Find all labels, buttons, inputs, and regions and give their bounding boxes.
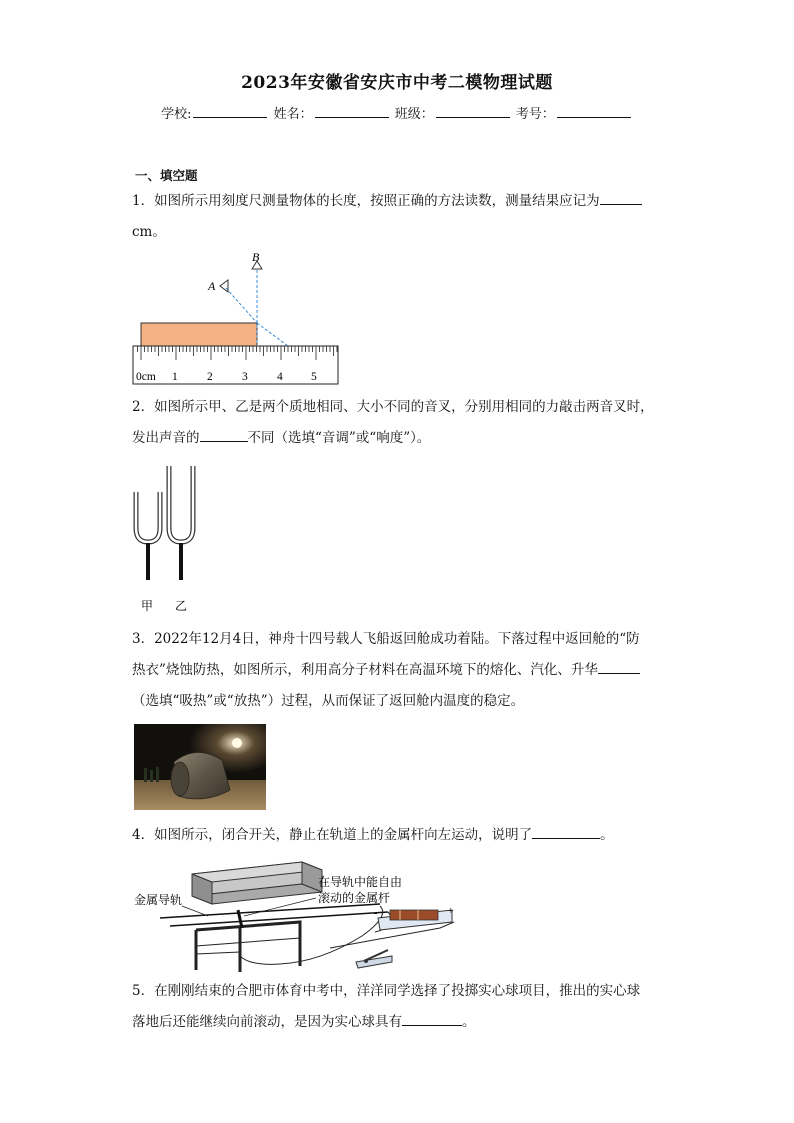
label-a: A [208,279,216,293]
page-title: 2023年安徽省安庆市中考二模物理试题 [241,73,553,93]
battery-plus: + [448,906,454,917]
question-3 [132,624,672,717]
sight-line-oblique [257,323,288,346]
question-text: （选填“吸热”或“放热”）过程，从而保证了返回舱内温度的稳定。 [132,693,525,709]
ruler-figure [128,248,344,388]
answer-blank[interactable] [200,429,248,442]
question-text: cm。 [132,224,166,240]
question-text: 。 [462,1014,476,1030]
question-number: 1． [132,193,155,209]
label-b: B [252,250,260,264]
label-metal-rod-1: 在导轨中能自由 [318,875,403,889]
question-number: 3． [132,631,155,647]
question-text: 落地后还能继续向前滚动，是因为实心球具有 [132,1014,402,1030]
question-text: 如图所示用刻度尺测量物体的长度，按照正确的方法读数，测量结果应记为 [154,193,600,209]
electromagnet-rail-figure [130,856,460,976]
measured-block [141,323,257,346]
answer-blank[interactable] [598,661,640,674]
question-2 [132,392,672,454]
question-number: 4． [132,827,155,843]
question-text: 不同（选填“音调”或“响度”）。 [247,430,431,446]
exam-no-blank[interactable] [557,106,631,118]
ruler-label-1: 1 [172,371,178,383]
question-number: 5． [132,983,155,999]
sight-line-a [226,288,257,323]
question-number: 2． [132,399,155,415]
tuning-fork-figure [128,458,208,616]
section-title: 一、填空题 [135,168,198,183]
question-text: 发出声音的 [132,430,200,446]
eye-a-icon [220,280,228,292]
question-4 [132,820,672,851]
answer-blank[interactable] [600,192,642,205]
answer-blank[interactable] [532,826,600,839]
tuning-fork-yi [169,466,193,542]
question-text: 2022年12月4日，神舟十四号载人飞船返回舱成功着陆。下落过程中返回舱的“防 [154,631,640,647]
battery-minus: - [374,908,378,919]
name-blank[interactable] [315,106,389,118]
answer-blank[interactable] [402,1013,462,1026]
class-label: 班级： [394,107,434,122]
ruler-label-4: 4 [277,371,283,383]
question-text: 在刚刚结束的合肥市体育中考中，洋洋同学选择了投掷实心球项目，推出的实心球 [154,983,641,999]
ruler-label-5: 5 [311,371,317,383]
question-1 [132,186,672,248]
question-text: 如图所示甲、乙是两个质地相同、大小不同的音叉，分别用相同的力敲击两音叉时， [154,399,654,415]
exam-no-label: 考号： [515,107,555,122]
question-text: 。 [600,827,614,843]
return-capsule-photo [134,724,266,810]
tuning-fork-jia [136,492,160,542]
label-yi: 乙 [175,599,188,613]
name-label: 姓名： [273,107,313,122]
label-metal-rail: 金属导轨 [134,893,183,907]
school-blank[interactable] [193,106,267,118]
school-label: 学校: [161,107,192,122]
label-metal-rod-2: 滚动的金属杆 [318,891,391,905]
question-text: 如图所示，闭合开关，静止在轨道上的金属杆向左运动，说明了 [154,827,533,843]
question-5 [132,976,672,1038]
ruler-label-0: 0cm [136,371,156,383]
ruler-label-3: 3 [242,371,248,383]
ruler-label-2: 2 [207,371,213,383]
class-blank[interactable] [436,106,510,118]
question-text: 热衣”烧蚀防热，如图所示，利用高分子材料在高温环境下的熔化、汽化、升华 [132,662,598,678]
label-jia: 甲 [141,599,154,613]
student-info-line [0,103,794,122]
